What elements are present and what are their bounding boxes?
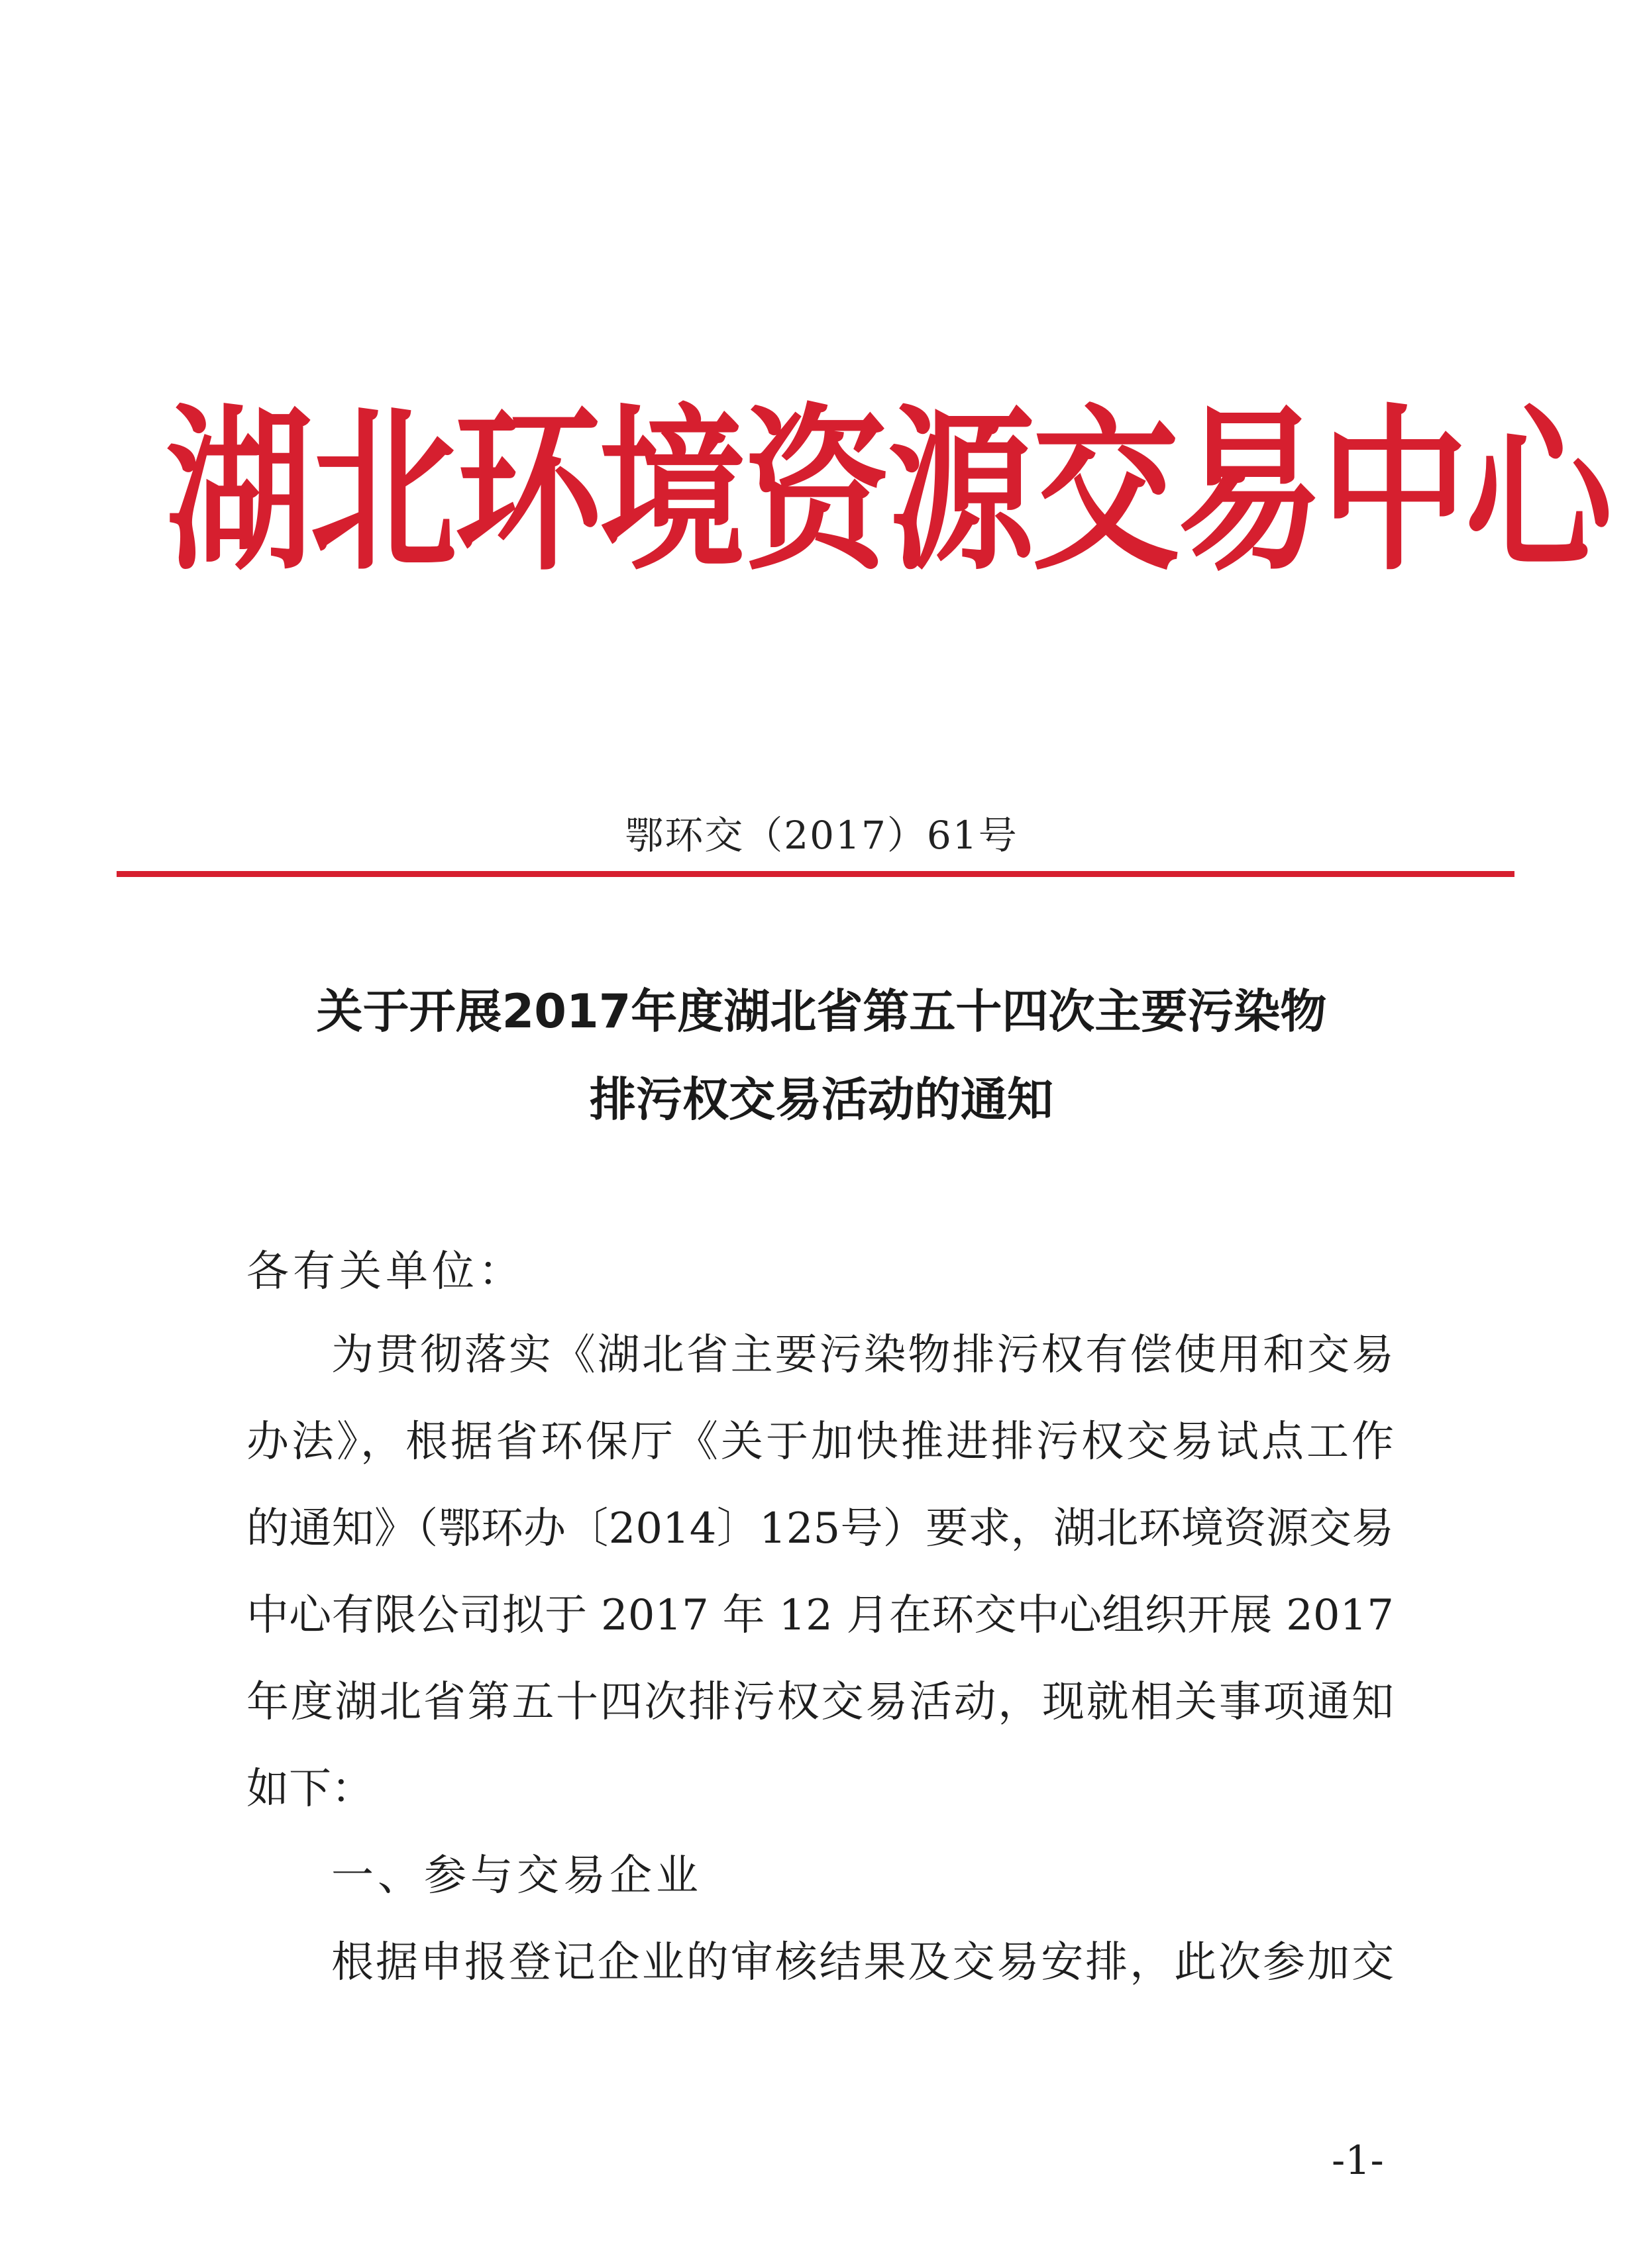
salutation: 各有关单位：	[246, 1247, 525, 1296]
document-title-line-1: 关于开展2017年度湖北省第五十四次主要污染物	[316, 984, 1327, 1039]
page-number: -1-	[1332, 2138, 1384, 2184]
paragraph-line: 中心有限公司拟于 2017 年 12 月在环交中心组织开展 2017	[246, 1591, 1394, 1640]
document-number: 鄂环交（2017）61号	[625, 813, 1018, 858]
section-heading: 一、参与交易企业	[331, 1851, 702, 1900]
red-divider-line	[117, 871, 1514, 877]
paragraph-line: 办法》，根据省环保厅《关于加快推进排污权交易试点工作	[246, 1418, 1394, 1467]
paragraph-line: 的通知》（鄂环办〔2014〕125号）要求，湖北环境资源交易	[246, 1504, 1394, 1553]
paragraph-line: 根据申报登记企业的审核结果及交易安排，此次参加交	[331, 1938, 1394, 1987]
letterhead-org-name: 湖北环境资源交易中心	[166, 389, 1610, 595]
paragraph-line: 年度湖北省第五十四次排污权交易活动，现就相关事项通知	[246, 1678, 1394, 1727]
document-title-line-2: 排污权交易活动的通知	[590, 1072, 1053, 1127]
paragraph-line: 为贯彻落实《湖北省主要污染物排污权有偿使用和交易	[331, 1331, 1394, 1380]
paragraph-line: 如下：	[246, 1765, 374, 1814]
